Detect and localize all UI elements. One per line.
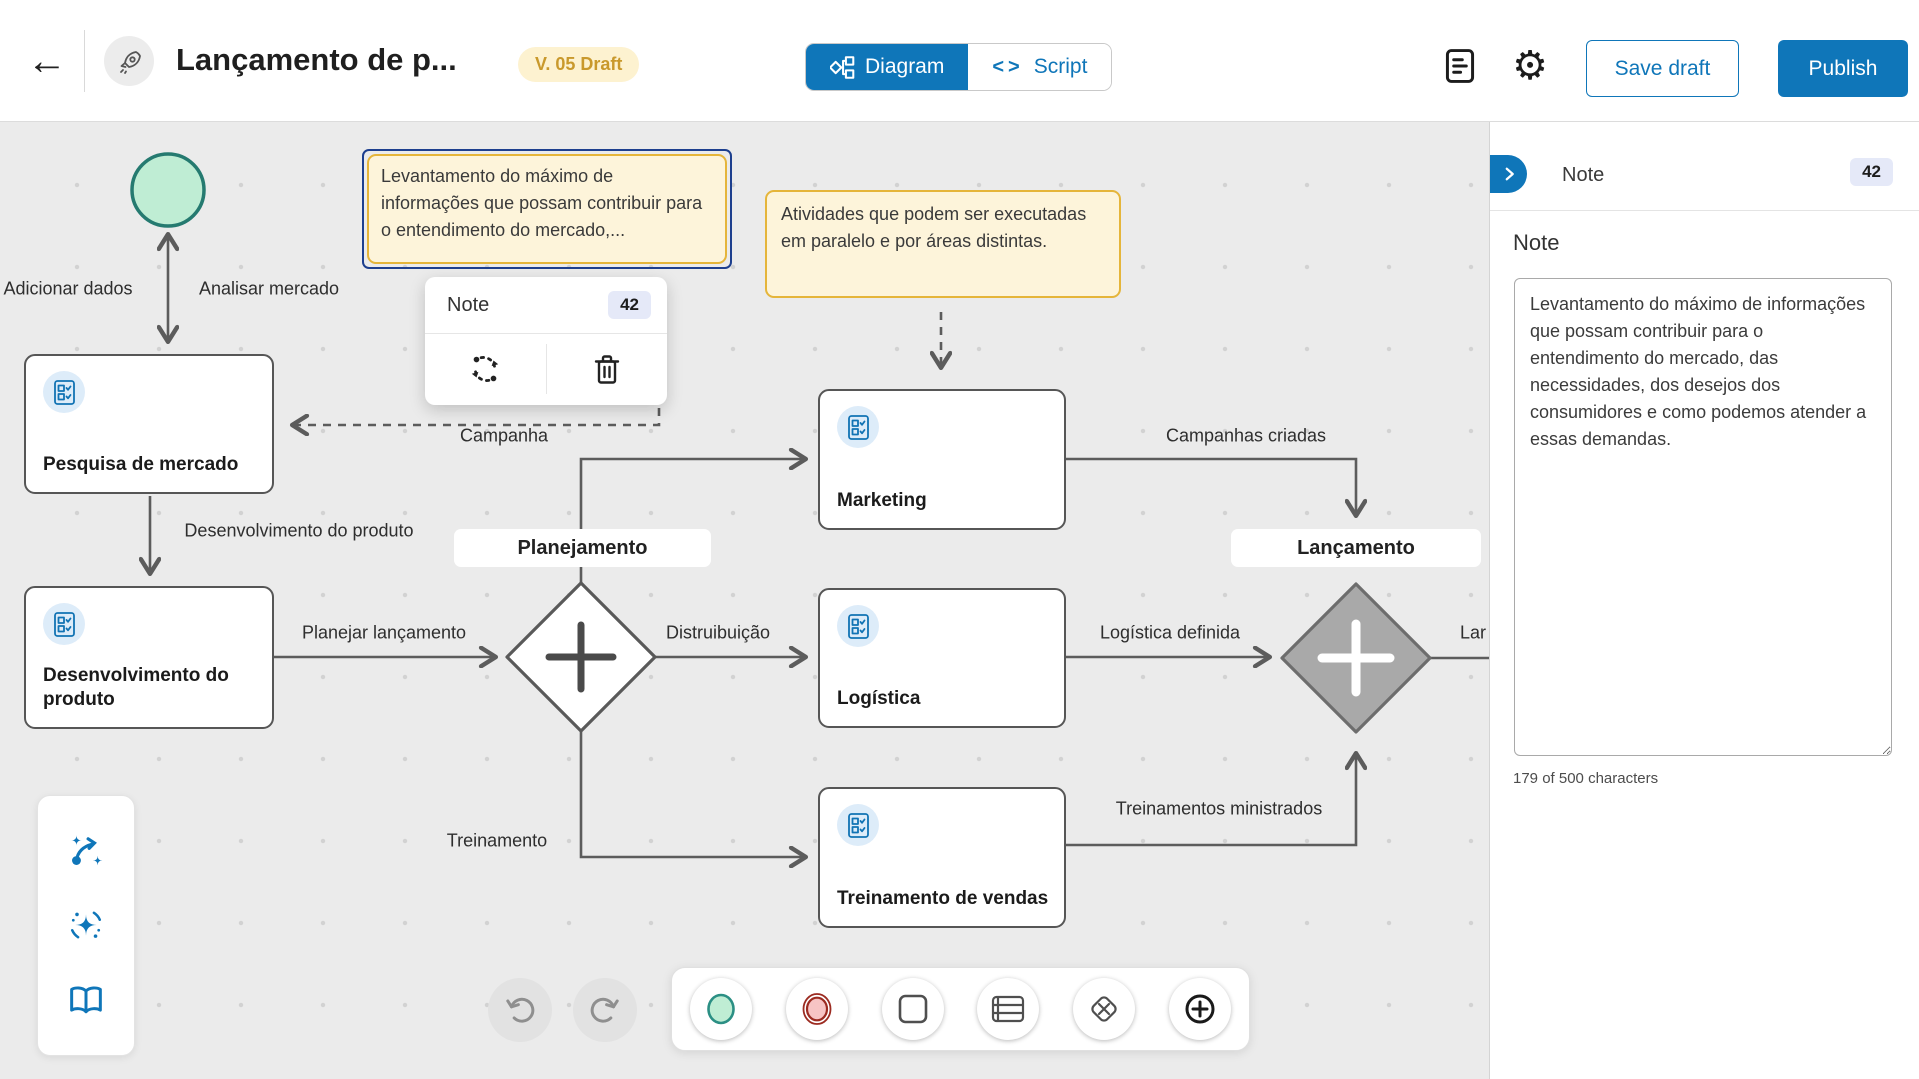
task-type-icon xyxy=(43,603,85,645)
panel-title: Note xyxy=(1562,164,1605,186)
tab-diagram-label: Diagram xyxy=(865,55,945,78)
back-button[interactable] xyxy=(22,36,72,86)
ai-assistant-button[interactable] xyxy=(64,903,108,947)
end-event-icon xyxy=(800,991,834,1027)
panel-id-badge: 42 xyxy=(1850,158,1893,186)
panel-divider xyxy=(1490,210,1919,211)
documentation-library-button[interactable] xyxy=(64,978,108,1022)
edge-label: Treinamentos ministrados xyxy=(1115,798,1323,819)
page-title: Lançamento de p... xyxy=(176,42,457,77)
diagram-icon xyxy=(830,55,855,80)
cycle-icon xyxy=(468,352,502,386)
lanes-icon xyxy=(990,994,1026,1024)
chevron-right-icon xyxy=(1500,165,1518,183)
task-marketing[interactable] xyxy=(818,389,1066,530)
undo-button[interactable] xyxy=(488,978,552,1042)
edge-label: Logística definida xyxy=(1099,622,1241,643)
task-shape-icon xyxy=(896,992,930,1026)
note-annotation[interactable]: Atividades que podem ser executadas em paralelo e por áreas distintas. xyxy=(765,190,1121,298)
edge-label: Campanha xyxy=(459,425,549,446)
start-event-icon xyxy=(704,991,738,1027)
task-type-icon xyxy=(43,371,85,413)
add-gateway-button[interactable] xyxy=(1073,978,1135,1040)
task-type-icon xyxy=(837,804,879,846)
add-lane-button[interactable] xyxy=(977,978,1039,1040)
collapse-panel-button[interactable] xyxy=(1490,155,1527,193)
ai-sparkle-icon xyxy=(68,907,104,943)
edge-label: Distruibuição xyxy=(665,622,771,643)
gateway-lancamento-node[interactable] xyxy=(1282,584,1430,732)
header-divider xyxy=(84,30,85,92)
undo-icon xyxy=(503,993,537,1027)
header-bar xyxy=(0,0,1919,122)
popup-header xyxy=(425,277,667,334)
add-element-button[interactable] xyxy=(1169,978,1231,1040)
settings-button[interactable] xyxy=(1508,44,1552,88)
add-end-event-button[interactable] xyxy=(786,978,848,1040)
task-desenvolvimento-do-produto[interactable] xyxy=(24,586,274,729)
task-label: Marketing xyxy=(837,490,927,512)
redo-icon xyxy=(588,993,622,1027)
book-icon xyxy=(67,983,105,1017)
ai-flow-icon xyxy=(68,833,104,869)
diagram-canvas[interactable] xyxy=(0,122,1489,1079)
replace-element-button[interactable] xyxy=(425,334,546,404)
shape-palette xyxy=(671,967,1250,1051)
gateway-planejamento-node[interactable] xyxy=(507,583,655,731)
trash-icon xyxy=(592,353,622,386)
documentation-button[interactable] xyxy=(1438,44,1482,88)
edge-label: Treinamento xyxy=(446,830,548,851)
plus-circle-icon xyxy=(1182,991,1218,1027)
edge-label-truncated: Lar xyxy=(1460,622,1487,643)
element-context-popup xyxy=(425,277,667,405)
task-label: Pesquisa de mercado xyxy=(43,454,239,476)
auto-layout-button[interactable] xyxy=(64,829,108,873)
gateway-x-icon xyxy=(1086,991,1122,1027)
tab-diagram[interactable] xyxy=(806,44,968,90)
edge-label: Desenvolvimento do produto xyxy=(184,520,414,541)
task-label: Treinamento de vendas xyxy=(837,888,1049,910)
popup-id-badge: 42 xyxy=(608,291,651,319)
character-counter: 179 of 500 characters xyxy=(1513,770,1659,787)
publish-button[interactable]: Publish xyxy=(1778,40,1908,97)
rocket-icon xyxy=(115,47,143,75)
edge-label: Planejar lançamento xyxy=(301,622,467,643)
note-annotation-selected[interactable] xyxy=(362,149,732,269)
task-label: Desenvolvimento do produto xyxy=(43,664,229,711)
task-label: Logística xyxy=(837,688,921,710)
view-toggle xyxy=(805,43,1112,91)
start-event-node[interactable] xyxy=(132,154,204,226)
version-badge: V. 05 Draft xyxy=(518,47,639,82)
code-icon: <> xyxy=(992,55,1024,78)
process-avatar[interactable] xyxy=(104,36,154,86)
gateway-label-planejamento: Planejamento xyxy=(454,529,711,567)
task-type-icon xyxy=(837,605,879,647)
note-text: Levantamento do máximo de informações que possam contribuir para o entendimento do mercado,... xyxy=(367,154,727,264)
redo-button[interactable] xyxy=(573,978,637,1042)
gateway-label-lancamento: Lançamento xyxy=(1231,529,1481,567)
note-field-label: Note xyxy=(1513,230,1560,255)
task-treinamento-de-vendas[interactable] xyxy=(818,787,1066,928)
task-pesquisa-de-mercado[interactable] xyxy=(24,354,274,494)
note-textarea[interactable] xyxy=(1514,278,1892,756)
task-type-icon xyxy=(837,406,879,448)
add-start-event-button[interactable] xyxy=(690,978,752,1040)
properties-panel xyxy=(1489,122,1919,1079)
add-task-button[interactable] xyxy=(882,978,944,1040)
ai-toolbar xyxy=(37,795,135,1056)
tab-script-label: Script xyxy=(1033,55,1088,78)
edge-label: Adicionar dados xyxy=(3,278,133,299)
task-logistica[interactable] xyxy=(818,588,1066,728)
edge-label: Analisar mercado xyxy=(198,278,340,299)
back-arrow-icon: ← xyxy=(27,38,67,83)
edge-label: Campanhas criadas xyxy=(1165,425,1327,446)
popup-title: Note xyxy=(447,293,490,316)
gear-icon: ⚙ xyxy=(1512,44,1548,88)
tab-script[interactable] xyxy=(968,44,1111,90)
save-draft-button[interactable]: Save draft xyxy=(1586,40,1739,97)
document-icon xyxy=(1444,47,1476,85)
delete-element-button[interactable] xyxy=(547,334,668,404)
